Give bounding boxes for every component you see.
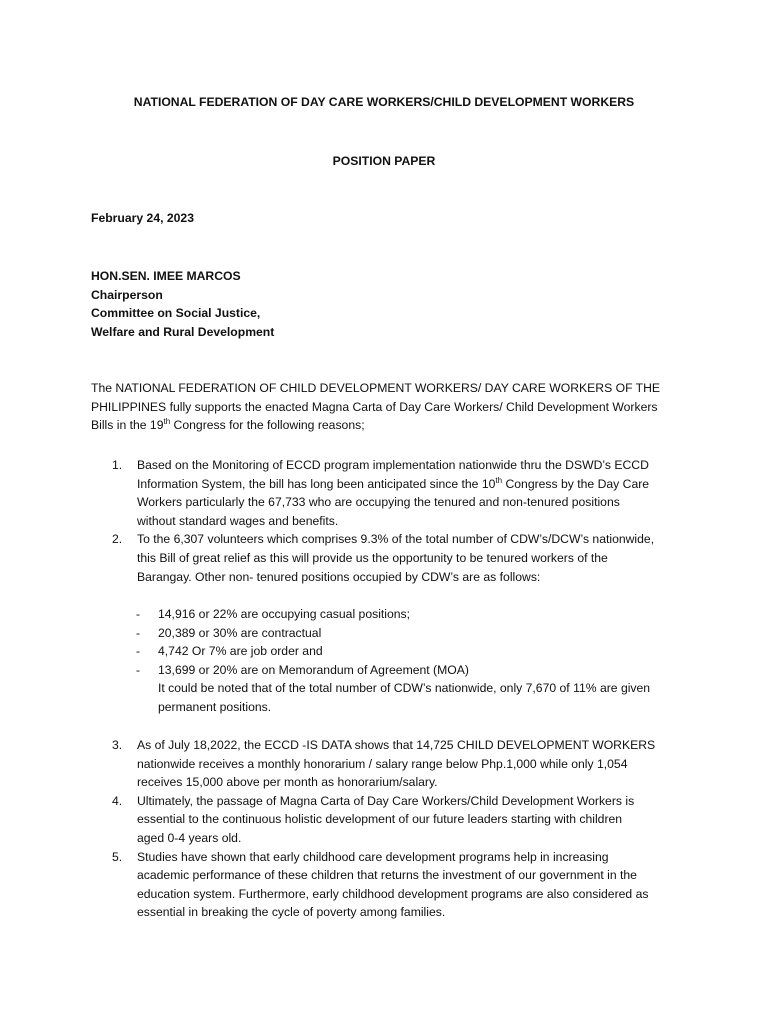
item-number: 2.	[112, 532, 123, 547]
item-line: essential in breaking the cycle of poverty among families.	[137, 905, 446, 920]
item-line: To the 6,307 volunteers which comprises 9.3% of the total number of CDW’s/DCW’s nationwide,	[137, 532, 655, 547]
item-line: nationwide receives a monthly honorarium / salary range below Php.1,000 while only 1,054	[137, 756, 628, 771]
addressee-name: HON.SEN. IMEE MARCOS	[91, 269, 241, 283]
intro-line: PHILIPPINES fully supports the enacted Magna Carta of Day Care Workers/ Child Development Workers	[91, 399, 658, 414]
item-line: education system. Furthermore, early childhood development programs are also considered as	[137, 886, 649, 901]
sublist-entry: 20,389 or 30% are contractual	[158, 625, 322, 640]
item-line: essential to the continuous holistic development of our future leaders starting with children	[137, 812, 623, 827]
item-number: 4.	[112, 793, 123, 808]
sublist-entry: 14,916 or 22% are occupying casual positions;	[158, 607, 411, 621]
list-item	[91, 792, 691, 848]
intro-text: Congress for the following reasons;	[170, 418, 365, 433]
list-item	[136, 624, 696, 643]
list-item	[91, 736, 691, 792]
item-line: aged 0-4 years old.	[137, 830, 242, 845]
dash-bullet: -	[136, 625, 141, 640]
item-line: Based on the Monitoring of ECCD program implementation nationwide thru the DSWD’s ECCD	[137, 458, 649, 472]
ordinal-suffix: th	[163, 417, 171, 427]
intro-line	[91, 416, 681, 435]
item-number: 5.	[112, 849, 123, 864]
addressee-block	[91, 267, 681, 341]
organization-heading: NATIONAL FEDERATION OF DAY CARE WORKERS/CHILD DEVELOPMENT WORKERS	[133, 95, 635, 109]
item-number: 3.	[112, 738, 123, 752]
sublist-entry: 4,742 Or 7% are job order and	[158, 644, 323, 659]
list-item	[136, 661, 696, 680]
item-line: Ultimately, the passage of Magna Carta of Day Care Workers/Child Development Workers is	[137, 793, 635, 808]
intro-text: Bills in the 19	[91, 418, 164, 433]
dash-bullet: -	[136, 644, 141, 659]
reasons-list-part2	[91, 736, 691, 922]
document-type-heading: POSITION PAPER	[332, 154, 436, 168]
dash-bullet: -	[136, 607, 141, 621]
note-line: It could be noted that of the total number of CDW’s nationwide, only 7,670 of 11% are given	[158, 681, 651, 696]
sublist-note	[136, 679, 696, 716]
addressee-committee-line2: Welfare and Rural Development	[91, 324, 275, 339]
item-line: Barangay. Other non- tenured positions occupied by CDW’s are as follows:	[137, 569, 541, 584]
addressee-committee-line1: Committee on Social Justice,	[91, 306, 261, 321]
document-date: February 24, 2023	[91, 211, 194, 225]
item-line: As of July 18,2022, the ECCD -IS DATA shows that 14,725 CHILD DEVELOPMENT WORKERS	[137, 738, 656, 752]
list-item	[91, 530, 691, 586]
reasons-list-part1	[91, 456, 691, 586]
item-line: academic performance of these children that returns the investment of our government in the	[137, 868, 637, 883]
addressee-title: Chairperson	[91, 287, 163, 302]
list-item	[91, 848, 691, 922]
dash-bullet: -	[136, 662, 141, 677]
item-line	[137, 475, 691, 494]
list-item	[136, 642, 696, 661]
intro-paragraph	[91, 379, 681, 435]
list-item	[136, 605, 696, 624]
item-line: receives 15,000 above per month as honorarium/salary.	[137, 775, 438, 790]
list-item	[91, 456, 691, 530]
item-line: this Bill of great relief as this will provide us the opportunity to be tenured workers of the	[137, 550, 608, 565]
item-text: Information System, the bill has long been anticipated since the 10	[137, 476, 496, 491]
item-line: Studies have shown that early childhood care development programs help in increasing	[137, 849, 609, 864]
note-line: permanent positions.	[158, 699, 272, 714]
sublist-entry: 13,699 or 20% are on Memorandum of Agreement (MOA)	[158, 662, 469, 677]
item-line: without standard wages and benefits.	[137, 513, 339, 528]
intro-line: The NATIONAL FEDERATION OF CHILD DEVELOPMENT WORKERS/ DAY CARE WORKERS OF THE	[91, 381, 661, 395]
item-text: Congress by the Day Care	[502, 476, 650, 491]
ordinal-suffix: th	[495, 475, 503, 485]
item-line: Workers particularly the 67,733 who are occupying the tenured and non-tenured positions	[137, 495, 620, 510]
non-tenured-positions-list	[136, 605, 696, 717]
item-number: 1.	[112, 458, 123, 472]
